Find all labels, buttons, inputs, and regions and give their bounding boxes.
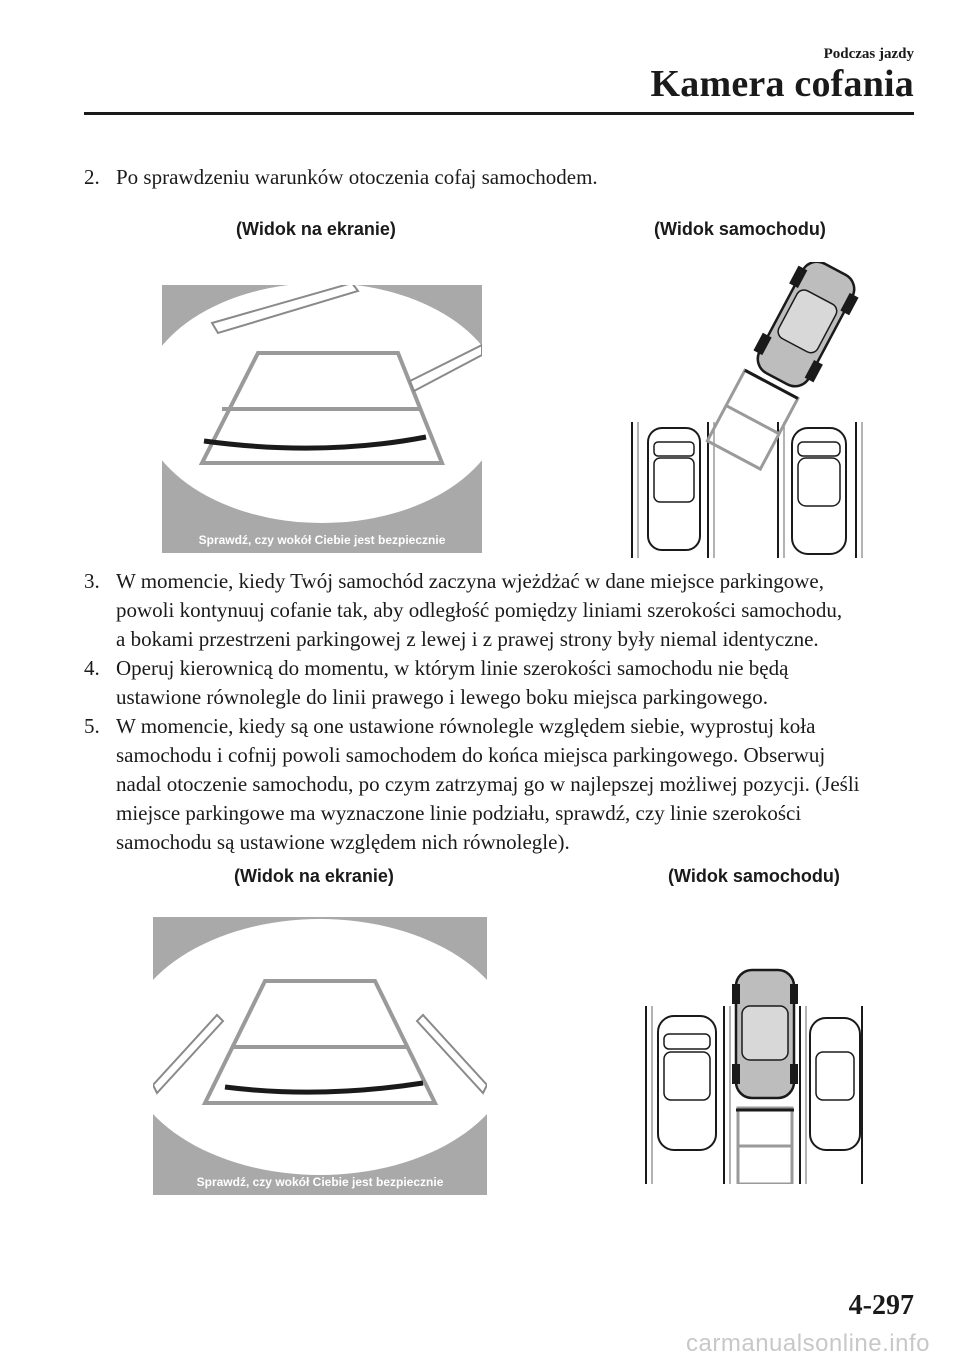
section-title: Podczas jazdy (823, 46, 914, 62)
step-text: W momencie, kiedy Twój samochód zaczyna wjeżdżać w dane miejsce parkingowe, (116, 569, 824, 593)
fig2-overhead-view (644, 966, 866, 1184)
step-text: miejsce parkingowe ma wyznaczone linie podziału, sprawdź, czy linie szerokości (116, 801, 802, 825)
page-title: Kamera cofania (650, 63, 914, 105)
step-text: nadal otoczenie samochodu, po czym zatrzymaj go w najlepszej możliwej pozycji. (Jeśli (116, 772, 860, 796)
step-number: 2. (84, 165, 100, 189)
fig1-screen-label: (Widok na ekranie) (236, 219, 396, 239)
page-number: 4-297 (848, 1290, 914, 1321)
step-2 (84, 163, 924, 192)
step-3 (84, 567, 924, 654)
reversing-car (732, 970, 798, 1098)
step-text: Po sprawdzeniu warunków otoczenia cofaj samochodem. (116, 165, 598, 189)
fig2-camera-screen (153, 917, 487, 1195)
step-text: a bokami przestrzeni parkingowej z lewej i z prawej strony były niemal identyczne. (116, 627, 819, 651)
step-5 (84, 712, 924, 857)
step-text: powoli kontynuuj cofanie tak, aby odległość pomiędzy liniami szerokości samochodu, (116, 598, 843, 622)
parked-car-left (658, 1016, 716, 1150)
step-text: ustawione równolegle do linii prawego i lewego boku miejsca parkingowego. (116, 685, 769, 709)
fig1-safety-caption: Sprawdź, czy wokół Ciebie jest bezpiecznie (198, 533, 446, 547)
step-4 (84, 654, 924, 712)
parked-car-left (648, 428, 700, 550)
parked-car-right (792, 428, 846, 554)
fig2-safety-caption: Sprawdź, czy wokół Ciebie jest bezpiecznie (196, 1175, 444, 1189)
step-text: samochodu i cofnij powoli samochodem do końca miejsca parkingowego. Obserwuj (116, 743, 826, 767)
parked-car-right (810, 1018, 860, 1150)
step-text: Operuj kierownicą do momentu, w którym linie szerokości samochodu nie będą (116, 656, 789, 680)
reversing-car (747, 262, 865, 395)
step-text: W momencie, kiedy są one ustawione równolegle względem siebie, wyprostuj koła (116, 714, 816, 738)
guide-lines (736, 1108, 794, 1184)
step-text: samochodu są ustawione względem nich równolegle). (116, 830, 570, 854)
watermark: carmanualsonline.info (686, 1330, 930, 1357)
fig1-car-label: (Widok samochodu) (654, 219, 826, 239)
header-divider (84, 112, 914, 115)
fig2-car-label: (Widok samochodu) (668, 866, 840, 886)
step-number: 3. (84, 569, 100, 593)
fig1-overhead-view (630, 262, 870, 558)
step-number: 5. (84, 714, 100, 738)
step-number: 4. (84, 656, 100, 680)
fig2-screen-label: (Widok na ekranie) (234, 866, 394, 886)
fig1-camera-screen (162, 285, 482, 553)
